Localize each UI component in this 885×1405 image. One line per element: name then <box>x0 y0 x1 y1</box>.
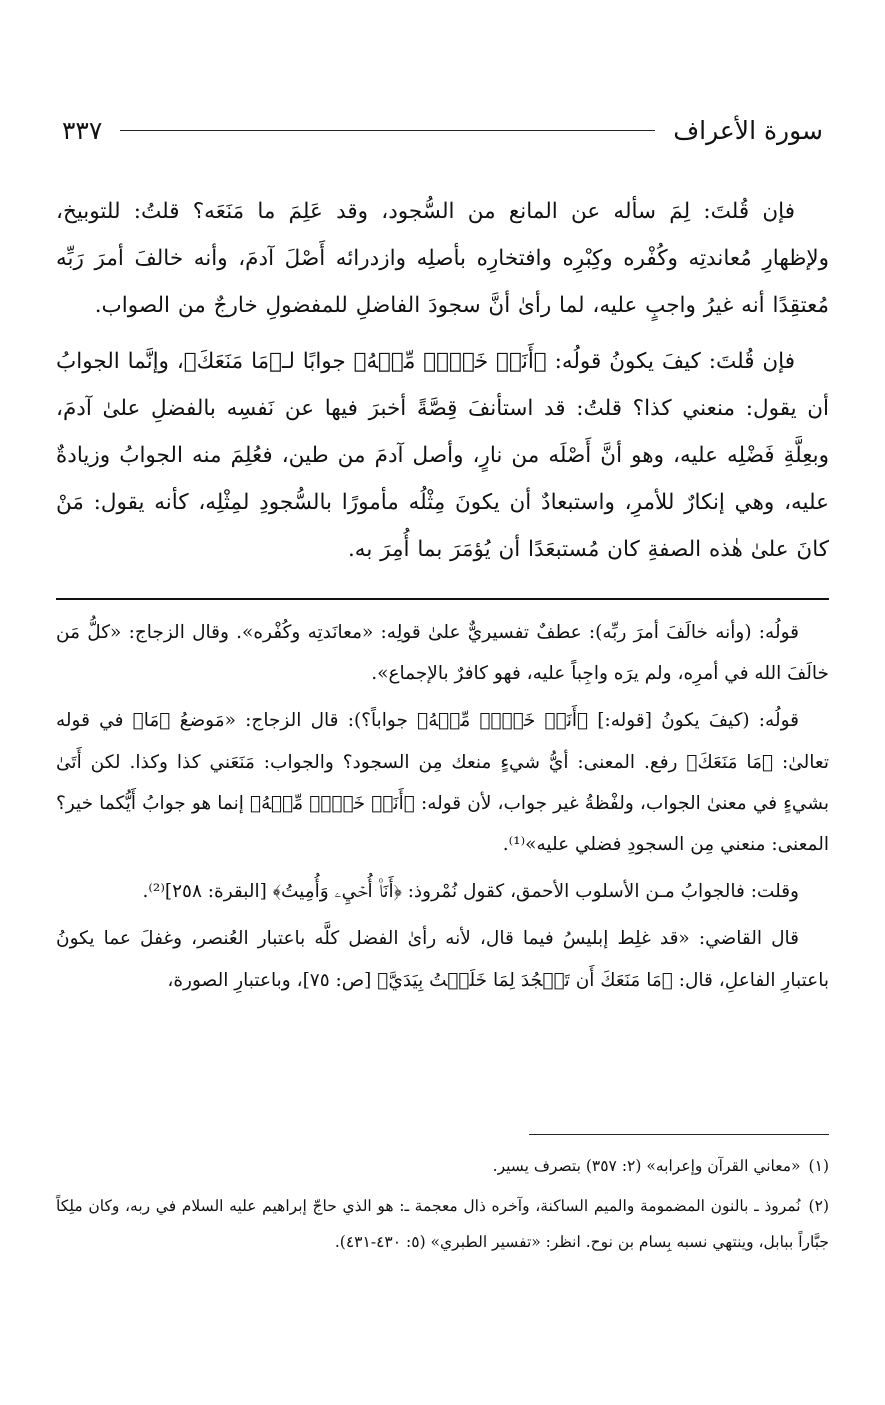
surah-title: سورة الأعراف <box>673 115 823 145</box>
main-paragraph: فإن قُلتَ: لِمَ سأله عن المانع من السُّجود، وقد عَلِمَ ما مَنَعَه؟ قلتُ: للتوبيخ، ولإظهارِ مُعاندتِه وكُفْره وكِبْرِه وافتخارِه بأصلِه وازدرائه أَصْلَ آدمَ، وأنه خالفَ أمرَ رَبِّه مُعتقِدًا أنه غيرُ واجبٍ عليه، لما رأىٰ أنَّ سجودَ الفاضلِ للمفضولِ خارجٌ من الصواب. <box>56 199 829 319</box>
footnote-text: نُمروذ ـ بالنون المضمومة والميم الساكنة، وآخره ذال معجمة ـ: هو الذي حاجّ إبراهيم عليه السلام في ربه، وكان ملِكاً جبَّاراً ببابل، وينتهي نسبه بِسام بن نوح. انظر: «تفسير الطبري» (٥: ٤٣٠-٤٣١). <box>56 1197 829 1251</box>
footnote <box>56 1188 829 1260</box>
page-number: ٣٣٧ <box>62 115 103 145</box>
footnotes <box>56 1148 829 1264</box>
footnote-number: (٢) <box>808 1197 829 1215</box>
main-text <box>56 188 829 582</box>
footnote-text: «معاني القرآن وإعرابه» (٢: ٣٥٧) بتصرف يسير. <box>492 1157 801 1175</box>
commentary-paragraph: قال القاضي: «قد غلِط إبليسُ فيما قال، لأنه رأىٰ الفضل كلَّه باعتبار العُنصر، وغفلَ عما يكونُ باعتبارِ الفاعلِ، قال: ﴿مَا مَنَعَكَ أَن تَسۡجُدَ لِمَا خَلَقۡتُ بِيَدَيَّ﴾ [ص: ٧٥]، وباعتبارِ الصورة، <box>56 928 829 991</box>
running-header <box>62 110 823 150</box>
commentary-section <box>56 612 829 1007</box>
footnote-rule <box>529 1134 829 1135</box>
header-rule <box>120 130 655 131</box>
text-separator <box>56 598 829 600</box>
main-paragraph: فإن قُلتَ: كيفَ يكونُ قولُه: ﴿أَنَا۠ خَيۡرٞ مِّنۡهُ﴾ جوابًا لـ﴿مَا مَنَعَكَ﴾، وإنَّما الجوابُ أن يقول: منعني كذا؟ قلتُ: قد استأنفَ قِصَّةً أخبرَ فيها عن نَفسِه بالفضلِ علىٰ آدمَ، وبعِلَّةِ فَضْلِه عليه، وهو أنَّ أَصْلَه من نارٍ، وأصل آدمَ من طين، فعُلِمَ منه الجوابُ وزيادةٌ عليه، وهي إنكارٌ للأمرِ، واستبعادٌ أن يكونَ مِثْلُه مأمورًا بالسُّجودِ لمِثْلِه، كأنه يقول: مَنْ كانَ علىٰ هٰذه الصفةِ كان مُستبعَدًا أن يُؤمَرَ بما أُمِرَ به. <box>56 348 829 563</box>
footnote-number: (١) <box>808 1157 829 1175</box>
footnote <box>56 1148 829 1184</box>
commentary-paragraph: قولُه: (كيفَ يكونُ [قوله:] ﴿أَنَا۠ خَيۡرٞ مِّنۡهُ﴾ جواباً؟): قال الزجاج: «مَوضعُ ﴿مَا﴾ في قوله تعالىٰ: ﴿مَا مَنَعَكَ﴾ رفع. المعنى: أيُّ شيءٍ منعك مِن السجود؟ والجواب: مَنَعَني كذا وكذا. لكن أَتَىٰ بشيءٍ في معنىٰ الجواب، ولفْظةُ غير جواب، لأن قوله: ﴿أَنَا۠ خَيۡرٞ مِّنۡهُ﴾ إنما هو جوابُ أَيُّكما خير؟ المعنى: منعني مِن السجودِ فضلي عليه»⁽¹⁾. <box>56 710 829 856</box>
commentary-paragraph: قولُه: (وأنه خالَفَ أمرَ ربِّه): عطفٌ تفسيريٌّ علىٰ قولِه: «معانَدتِه وكُفْره». وقال الزجاج: «كلُّ مَن خالَفَ الله في أمرِه، ولم يرَه واجِباً عليه، فهو كافرٌ بالإجماع». <box>56 622 829 685</box>
commentary-paragraph: وقلت: فالجوابُ مـن الأسلوب الأحمق، كقول نُمْروذ: ﴿أَنَا۠ أُحۡيِۦ وَأُمِيتُ﴾ [البقرة: ٢٥٨]⁽²⁾. <box>142 881 799 903</box>
